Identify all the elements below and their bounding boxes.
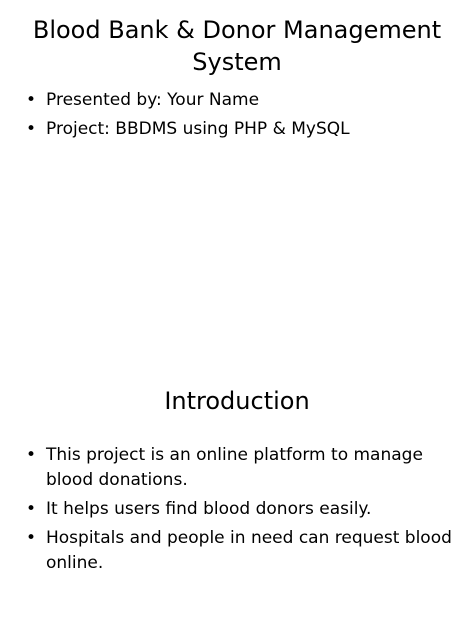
bullet-dot-icon: •	[26, 445, 37, 465]
bullet-item-find-donors	[26, 497, 456, 522]
bullet-text: It helps users find blood donors easily.	[46, 499, 372, 519]
bullet-dot-icon: •	[26, 119, 37, 139]
bullet-text: Hospitals and people in need can request blood online.	[46, 528, 452, 573]
bullet-item-presenter	[26, 88, 456, 113]
slide-title-bullet-list	[26, 88, 456, 146]
bullet-dot-icon: •	[26, 499, 37, 519]
slide-introduction	[0, 316, 474, 632]
bullet-dot-icon: •	[26, 90, 37, 110]
bullet-text: Project: BBDMS using PHP & MySQL	[46, 119, 350, 139]
bullet-text: This project is an online platform to manage blood donations.	[46, 445, 423, 490]
slide-introduction-heading: Introduction	[164, 387, 310, 415]
bullet-item-project	[26, 117, 456, 142]
bullet-item-platform	[26, 443, 456, 493]
bullet-dot-icon: •	[26, 528, 37, 548]
slide-title-heading: Blood Bank & Donor Management System	[32, 16, 442, 76]
bullet-item-request-blood	[26, 526, 456, 576]
bullet-text: Presented by: Your Name	[46, 90, 260, 110]
slide-introduction-bullet-list	[26, 443, 456, 580]
